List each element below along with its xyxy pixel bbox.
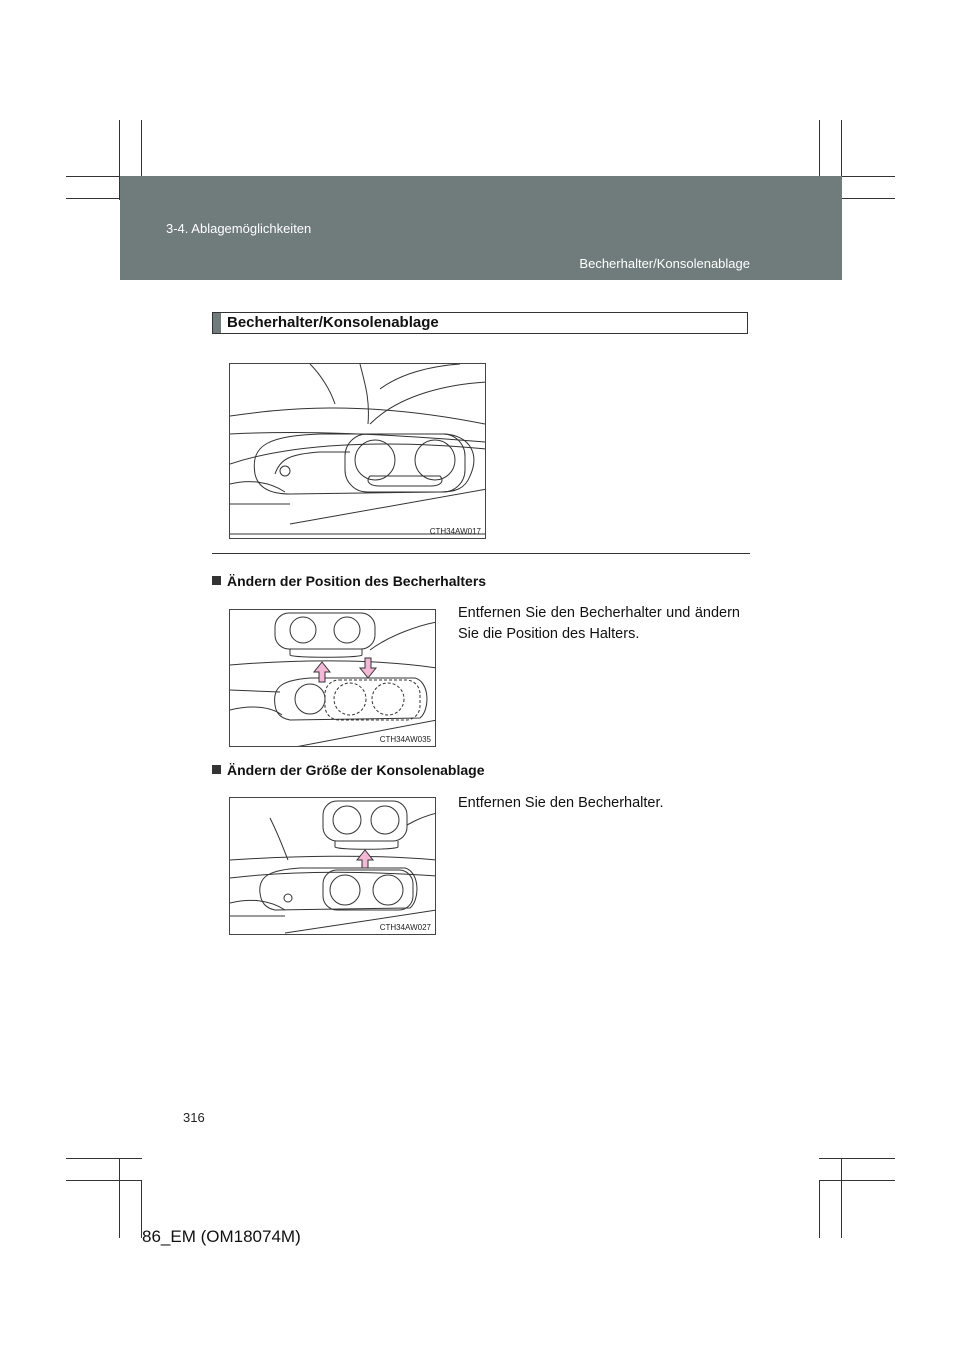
section-divider <box>212 553 750 554</box>
arrow-up-icon <box>357 850 373 868</box>
chapter-header <box>120 176 842 280</box>
page-title: Becherhalter/Konsolenablage <box>227 314 439 331</box>
crop-mark <box>841 1158 842 1238</box>
crop-mark <box>819 1180 895 1181</box>
section-heading-position <box>212 573 486 589</box>
figure-code: CTH34AW027 <box>379 923 431 932</box>
topic-label: Becherhalter/Konsolenablage <box>579 256 750 271</box>
document-id: 86_EM (OM18074M) <box>142 1227 301 1246</box>
heading-text: Ändern der Position des Becherhalters <box>227 573 487 589</box>
section-heading-size <box>212 762 485 778</box>
page-title-box <box>212 312 748 334</box>
crop-mark <box>819 1158 895 1159</box>
figure-code: CTH34AW035 <box>379 735 431 744</box>
page-number: 316 <box>183 1110 205 1125</box>
console-illustration <box>230 364 486 539</box>
crop-mark <box>66 1180 142 1181</box>
figure-cup-holder-overview <box>229 363 486 539</box>
arrow-up-icon <box>314 662 330 682</box>
figure-change-size <box>229 797 436 935</box>
figure-change-position <box>229 609 436 747</box>
crop-mark <box>66 1158 142 1159</box>
title-accent-bar <box>213 313 221 333</box>
figure-code: CTH34AW017 <box>429 527 481 536</box>
instruction-text-size: Entfernen Sie den Becherhalter. <box>458 795 664 811</box>
position-illustration <box>230 610 436 747</box>
square-bullet-icon <box>212 576 221 585</box>
heading-text: Ändern der Größe der Konsolenablage <box>227 762 485 778</box>
size-illustration <box>230 798 436 935</box>
square-bullet-icon <box>212 765 221 774</box>
crop-mark <box>819 1180 820 1238</box>
instruction-text-position: Entfernen Sie den Becherhalter und ändern Sie die Position des Halters. <box>458 605 740 642</box>
crop-mark <box>119 1158 120 1238</box>
section-label: 3-4. Ablagemöglichkeiten <box>166 221 312 236</box>
